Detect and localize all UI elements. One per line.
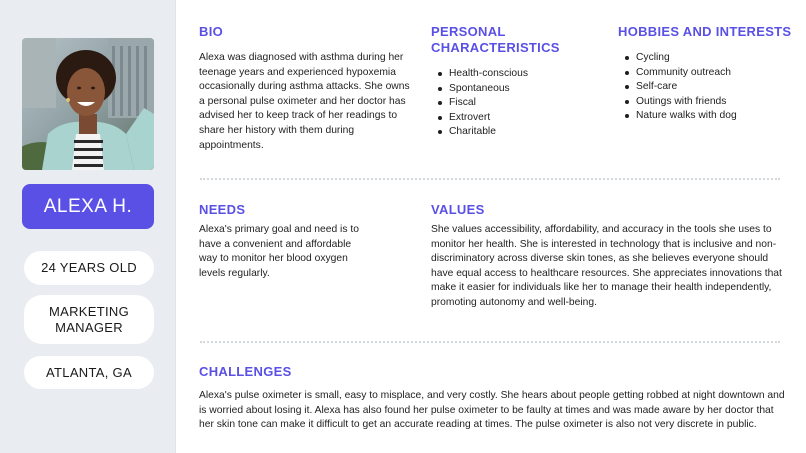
personal-list [432, 67, 592, 140]
challenges-heading: CHALLENGES [199, 364, 292, 379]
list-item: Cycling [619, 51, 799, 66]
values-text: She values accessibility, affordability, and accuracy in the tools she uses to monitor her health. She is interested in technology that is inclusive and non-discriminatory across diverse skin tones, as she believes everyone should have equal access to healthcare resources. She appreciates innovations that make it easier for individuals like her to manage their health independently, promoting autonomy and well-being. [431, 224, 782, 308]
list-item: Self-care [619, 80, 799, 95]
hobbies-list [619, 51, 799, 124]
bio-heading: BIO [199, 24, 224, 39]
section-divider [200, 178, 780, 180]
list-item: Fiscal [432, 96, 592, 111]
list-item: Outings with friends [619, 95, 799, 110]
list-item: Extrovert [432, 111, 592, 126]
values-heading: VALUES [431, 202, 485, 217]
name-badge: ALEXA H. [22, 184, 154, 229]
list-item: Health-conscious [432, 67, 592, 82]
section-divider [200, 341, 780, 343]
bio-text: Alexa was diagnosed with asthma during her teenage years and experienced hypoxemia occasionally during asthma attacks. She owns a personal pulse oximeter and her doctor has advised her to keep track of her readings to share her history with them during appointments. [199, 52, 410, 151]
personal-heading: PERSONAL CHARACTERISTICS [431, 24, 560, 55]
profile-sidebar [0, 0, 176, 453]
location-pill: ATLANTA, GA [24, 356, 154, 389]
list-item: Charitable [432, 125, 592, 140]
age-pill: 24 YEARS OLD [24, 251, 154, 285]
needs-text: Alexa's primary goal and need is to have a convenient and affordable way to monitor her blood oxygen levels regularly. [199, 224, 359, 279]
list-item: Community outreach [619, 66, 799, 81]
challenges-text: Alexa's pulse oximeter is small, easy to misplace, and very costly. She hears about people getting robbed at night downtown and is worried about losing it. Alexa has also found her pulse oximeter to be faulty at times and was made aware by her doctor that her skin tone can make it difficult to get an accurate reading at times. The pulse oximeter is also not very discrete in public. [199, 390, 785, 431]
hobbies-heading: HOBBIES AND INTERESTS [618, 24, 792, 39]
needs-heading: NEEDS [199, 202, 246, 217]
occupation-pill: MARKETING MANAGER [24, 295, 154, 344]
list-item: Nature walks with dog [619, 109, 799, 124]
person-photo-icon [22, 38, 154, 170]
avatar [22, 38, 154, 170]
list-item: Spontaneous [432, 82, 592, 97]
